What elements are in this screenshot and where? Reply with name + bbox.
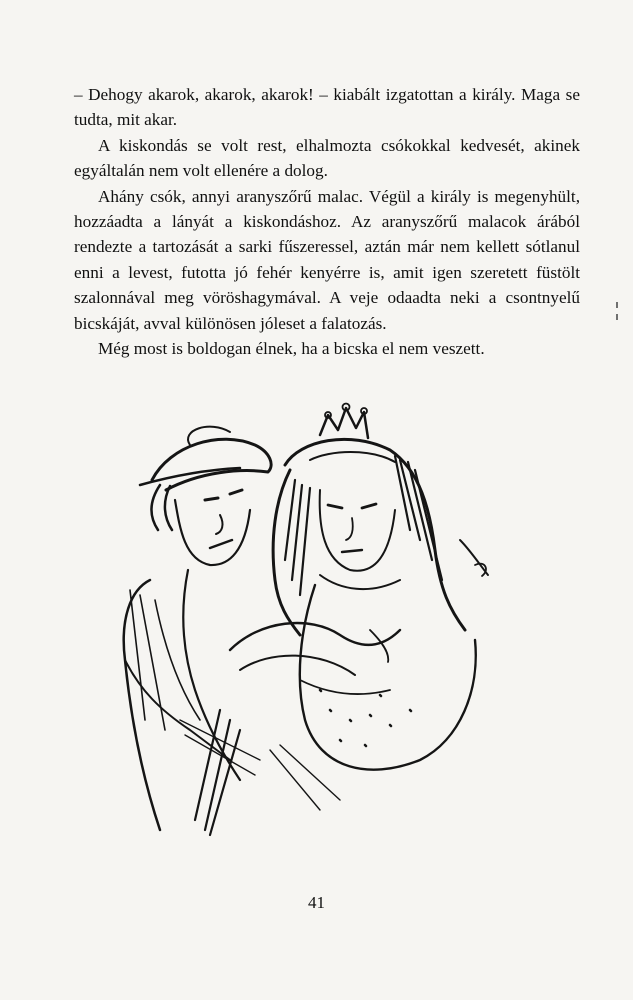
story-text [74, 82, 580, 361]
page-edge-mark [615, 300, 619, 322]
paragraph-4: Még most is boldogan élnek, ha a bicska el nem veszett. [98, 339, 485, 359]
couple-embrace-ink-sketch-icon [70, 390, 510, 860]
paragraph-3: Ahány csók, annyi aranyszőrű malac. Végül a király is megenyhült, hozzáadta a lányát a kiskondáshoz. Az aranyszőrű malacok árából rendezte a tartozását a sarki fűszeressel, aztán már nem kellett sótlanul enni a levest, futotta jó fehér kenyérre is, amit igen szeretett füstölt szalonnával meg vöröshagymával. A veje odaadta neki a csontnyelű bicskáját, avval különösen jóleset a falatozás. [74, 186, 580, 333]
paragraph-2: A kiskondás se volt rest, elhalmozta csókokkal kedvesét, akinek egyáltalán nem volt ellenére a dolog. [74, 135, 580, 181]
paragraph-1: – Dehogy akarok, akarok, akarok! – kiabált izgatottan a király. Maga se tudta, mit akar. [74, 85, 580, 130]
page-number: 41 [308, 893, 325, 912]
